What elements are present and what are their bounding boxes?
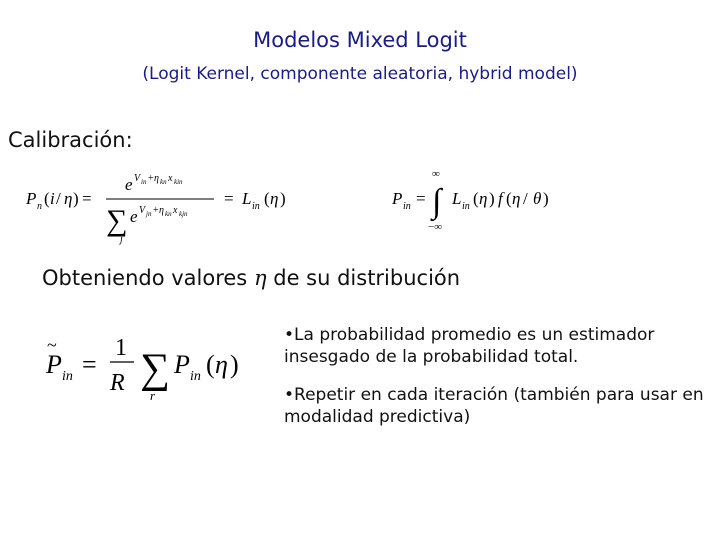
svg-text:jn: jn xyxy=(146,210,152,218)
svg-text:1: 1 xyxy=(115,335,127,361)
subheading-prefix: Obteniendo valores xyxy=(42,266,248,290)
svg-text:∑: ∑ xyxy=(140,346,170,392)
svg-text:=: = xyxy=(224,189,234,208)
svg-text:P: P xyxy=(46,350,62,379)
svg-text:η: η xyxy=(154,173,159,184)
mixed-logit-integral-formula xyxy=(392,166,582,236)
svg-text:in: in xyxy=(462,201,470,212)
svg-text:η: η xyxy=(270,189,279,208)
svg-text:(: ( xyxy=(506,189,512,208)
svg-text:(: ( xyxy=(206,350,215,379)
svg-text:∫: ∫ xyxy=(432,183,442,220)
svg-text:+: + xyxy=(153,205,159,216)
svg-text:(: ( xyxy=(44,189,50,208)
slide-title: Modelos Mixed Logit xyxy=(253,28,467,52)
svg-text:R: R xyxy=(110,370,125,396)
svg-text:in: in xyxy=(252,201,260,212)
svg-text:V: V xyxy=(134,173,141,184)
svg-text:P: P xyxy=(174,350,190,379)
bullet-unbiased-estimator: •La probabilidad promedio es un estimador insesgado de la probabilidad total. xyxy=(284,325,655,367)
svg-text:(: ( xyxy=(264,189,270,208)
svg-text:L: L xyxy=(242,189,252,208)
simulated-probability-formula xyxy=(44,326,254,406)
svg-text:η: η xyxy=(64,189,73,208)
svg-text:/: / xyxy=(56,189,61,208)
svg-text:P: P xyxy=(26,189,37,208)
svg-text:): ) xyxy=(280,189,286,208)
svg-text:i: i xyxy=(50,189,55,208)
svg-text:=: = xyxy=(82,350,97,379)
svg-text:): ) xyxy=(489,189,495,208)
slide-subtitle: (Logit Kernel, componente aleatoria, hybrid model) xyxy=(142,64,578,84)
svg-text:V: V xyxy=(139,205,146,216)
section-label: Calibración: xyxy=(8,128,133,152)
eta-symbol: η xyxy=(253,266,267,290)
svg-text:~: ~ xyxy=(47,335,57,355)
svg-text:η: η xyxy=(159,205,164,216)
svg-text:r: r xyxy=(150,388,156,403)
svg-text:kn: kn xyxy=(160,178,167,186)
bullet-repeat-iteration: •Repetir en cada iteración (también para usar en modalidad predictiva) xyxy=(284,385,704,427)
conditional-probability-formula xyxy=(26,168,296,248)
svg-text:e: e xyxy=(125,175,133,194)
svg-text:+: + xyxy=(148,173,154,184)
svg-text:): ) xyxy=(230,350,239,379)
svg-text:θ: θ xyxy=(533,189,542,208)
svg-text:j: j xyxy=(120,234,123,245)
svg-text:=: = xyxy=(416,189,426,208)
svg-text:n: n xyxy=(37,201,42,212)
svg-text:∞: ∞ xyxy=(432,168,440,180)
svg-text:∑: ∑ xyxy=(106,204,128,237)
svg-text:=: = xyxy=(82,189,92,208)
svg-text:in: in xyxy=(141,178,147,186)
subheading xyxy=(42,266,460,290)
svg-text:kn: kn xyxy=(165,210,172,218)
svg-text:): ) xyxy=(543,189,549,208)
svg-text:f: f xyxy=(498,189,503,208)
svg-text:η: η xyxy=(512,189,521,208)
subheading-suffix: de su distribución xyxy=(273,266,461,290)
svg-text:kjn: kjn xyxy=(179,210,188,218)
svg-text:x: x xyxy=(173,205,178,216)
svg-text:): ) xyxy=(73,189,79,208)
svg-text:x: x xyxy=(168,173,173,184)
svg-text:(: ( xyxy=(473,189,479,208)
svg-text:/: / xyxy=(523,189,528,208)
svg-text:η: η xyxy=(215,350,228,379)
svg-text:e: e xyxy=(130,207,138,226)
svg-text:−∞: −∞ xyxy=(428,221,443,233)
svg-text:in: in xyxy=(190,369,201,384)
svg-text:kin: kin xyxy=(174,178,183,186)
svg-text:in: in xyxy=(62,369,73,384)
svg-text:in: in xyxy=(403,201,411,212)
svg-text:L: L xyxy=(452,189,462,208)
svg-text:η: η xyxy=(479,189,488,208)
svg-text:P: P xyxy=(392,189,403,208)
